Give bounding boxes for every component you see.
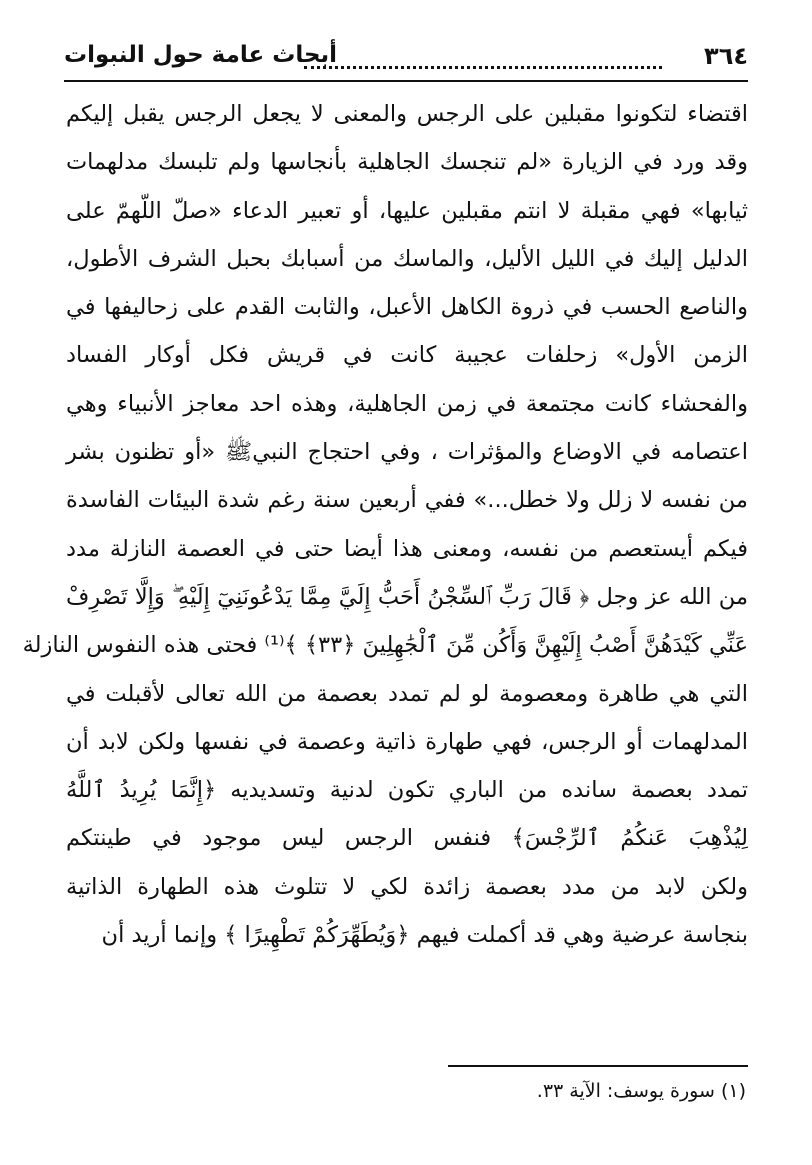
text-line: بنجاسة عرضية وهي قد أكملت فيهم ﴿وَيُطَهِّرَكُمْ تَطْهِيرًا ﴾ وإنما أريد أن — [101, 922, 748, 949]
text-line: والفحشاء كانت مجتمعة في زمن الجاهلية، وهذه احد معاجز الأنبياء وهي — [66, 390, 748, 417]
text-line: ثيابها» فهي مقبلة لا انتم مقبلين عليها، أو تعبير الدعاء «صلّ اللّهمّ على — [66, 197, 748, 224]
text-line: اعتصامه في الاوضاع والمؤثرات ، وفي احتجاج النبيﷺ «أو تظنون بشر — [66, 439, 748, 466]
text-line: ولكن لابد من مدد بعصمة زائدة لكي لا تتلوث هذه الطهارة الذاتية — [66, 873, 748, 900]
text-line: من نفسه لا زلل ولا خطل...» ففي أربعين سنة رغم شدة البيئات الفاسدة — [66, 487, 748, 514]
text-line: المدلهمات أو الرجس، فهي طهارة ذاتية وعصمة في نفسها ولكن لابد أن — [66, 728, 748, 755]
body-text — [22, 90, 748, 959]
text-line: الزمن الأول» زحلفات عجيبة كانت في قريش فكل أوكار الفساد — [66, 342, 748, 369]
text-line: تمدد بعصمة سانده من الباري تكون لدنية وتسديديه ﴿إِنَّمَا يُرِيدُ ٱللَّهُ — [66, 777, 748, 804]
text-line: والناصع الحسب في ذروة الكاهل الأعبل، والثابت القدم على زحاليفها في — [66, 294, 748, 321]
text-line: فيكم أيستعصم من نفسه، ومعنى هذا أيضا حتى في العصمة النازلة مدد — [66, 535, 748, 562]
text-line: من الله عز وجل ﴿ قَالَ رَبِّ ٱلسِّجْنُ أَحَبُّ إِلَيَّ مِمَّا يَدْعُونَنِيٓ إِلَيْهِ ۖ وَإِلَّا تَصْرِفْ — [66, 583, 748, 610]
text-line: وقد ورد في الزيارة «لم تنجسك الجاهلية بأنجاسها ولم تلبسك مدلهمات — [66, 149, 748, 176]
text-line: لِيُذْهِبَ عَنكُمُ ٱلرِّجْسَ﴾ فنفس الرجس ليس موجود في طينتكم — [66, 825, 748, 852]
text-line: عَنِّي كَيْدَهُنَّ أَصْبُ إِلَيْهِنَّ وَأَكُن مِّنَ ٱلْجَٰهِلِينَ ﴿٣٣﴾ ﴾⁽¹⁾ فحتى هذه النفوس النازلة — [22, 632, 748, 659]
text-line: اقتضاء لتكونوا مقبلين على الرجس والمعنى لا يجعل الرجس يقبل إليكم — [66, 101, 748, 127]
header-dot-leader — [304, 50, 662, 69]
text-line: الدليل إليك في الليل الأليل، والماسك من أسبابك بحبل الشرف الأطول، — [66, 245, 748, 272]
text-line: التي هي طاهرة ومعصومة لو لم تمدد بعصمة من الله تعالى لأقبلت في — [66, 680, 748, 707]
running-title: أبحاث عامة حول النبوات — [64, 42, 338, 68]
page-number: ٣٦٤ — [704, 42, 748, 70]
footnote: (١) سورة يوسف: الآية ٣٣. — [536, 1080, 746, 1102]
footnote-separator — [448, 1065, 748, 1067]
running-header — [64, 40, 748, 82]
